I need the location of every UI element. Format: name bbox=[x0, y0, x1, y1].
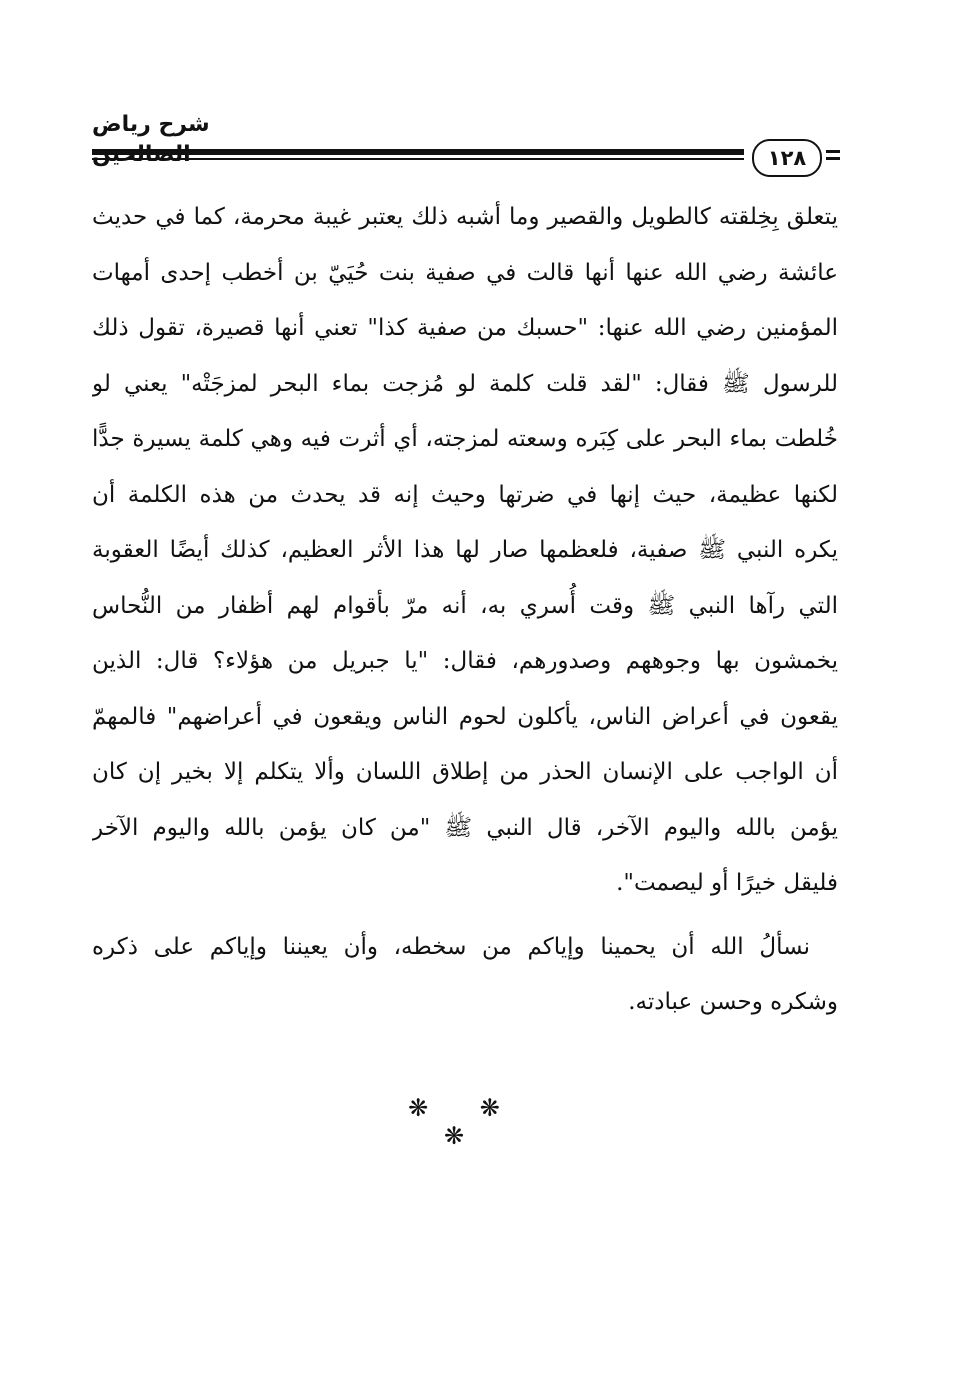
text-line: يقعون في أعراض الناس، يأكلون لحوم الناس ويقعون في أعراضهم" فالمهمّ bbox=[92, 703, 838, 730]
section-divider: ❋ ❋ ❋ bbox=[408, 1094, 522, 1150]
text-line: فليقل خيرًا أو ليصمت". bbox=[616, 870, 838, 896]
text-line: التي رآها النبي ﷺ وقت أُسري به، أنه مرّ بأقوام لهم أظفار من النُّحاس bbox=[92, 592, 838, 619]
text-line: خُلطت بماء البحر على كِبَره وسعته لمزجته، أي أثرت فيه وهي كلمة يسيرة جدًّا bbox=[92, 426, 838, 452]
header-rule bbox=[92, 146, 744, 162]
header-rule-thin bbox=[92, 158, 744, 160]
text-line: يكره النبي ﷺ صفية، فلعظمها صار لها هذا الأثر العظيم، كذلك أيضًا العقوبة bbox=[92, 537, 838, 563]
running-title: شرح رياض bbox=[92, 112, 210, 137]
paragraph-2 bbox=[92, 920, 838, 1031]
text-line: وشكره وحسن عبادته. bbox=[628, 989, 838, 1015]
page-number: ١٢٨ bbox=[752, 139, 822, 177]
header-end-mark-bar bbox=[826, 157, 840, 160]
text-line: نسألُ الله أن يحمينا وإياكم من سخطه، وأن يعيننا وإياكم على ذكره bbox=[92, 933, 810, 960]
body-text bbox=[92, 190, 838, 1031]
paragraph-gap bbox=[92, 912, 838, 920]
text-line: أن الواجب على الإنسان الحذر من إطلاق اللسان وألا يتكلم إلا بخير إن كان bbox=[92, 759, 838, 785]
header-rule-thick bbox=[92, 149, 744, 155]
text-line: يخمشون بها وجوههم وصدورهم، فقال: "يا جبريل من هؤلاء؟ قال: الذين bbox=[92, 648, 838, 674]
text-line: يتعلق بِخِلقته كالطويل والقصير وما أشبه ذلك يعتبر غيبة محرمة، كما في حديث bbox=[92, 204, 838, 230]
header-end-mark bbox=[826, 147, 840, 163]
header-end-mark-bar bbox=[826, 150, 840, 153]
text-line: يؤمن بالله واليوم الآخر، قال النبي ﷺ "من كان يؤمن بالله واليوم الآخر bbox=[92, 814, 838, 841]
paragraph-1 bbox=[92, 190, 838, 912]
text-line: للرسول ﷺ فقال: "لقد قلت كلمة لو مُزجت بماء البحر لمزجَتْه" يعني لو bbox=[92, 370, 838, 397]
text-line: لكنها عظيمة، حيث إنها في ضرتها وحيث إنه قد يحدث من هذه الكلمة أن bbox=[92, 481, 838, 508]
text-line: عائشة رضي الله عنها أنها قالت في صفية بنت حُيَيّ بن أخطب إحدى أمهات bbox=[92, 259, 838, 286]
text-line: المؤمنين رضي الله عنها: "حسبك من صفية كذا" تعني أنها قصيرة، تقول ذلك bbox=[92, 315, 838, 341]
